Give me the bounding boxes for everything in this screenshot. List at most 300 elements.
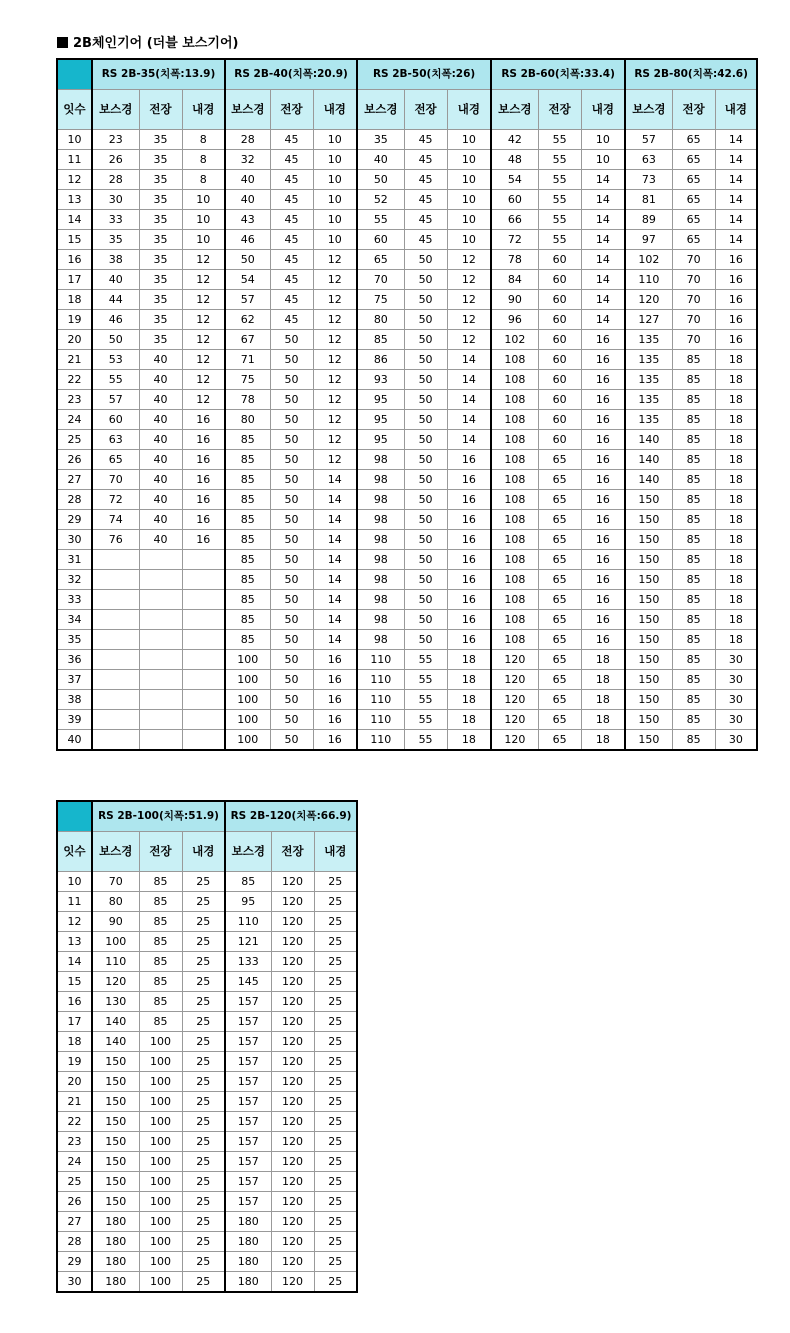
table-row — [57, 630, 757, 650]
value-cell: 150 — [92, 1172, 139, 1192]
value-cell: 12 — [182, 390, 225, 410]
value-cell: 120 — [271, 1092, 314, 1112]
table-row — [57, 1132, 357, 1152]
teeth-cell: 19 — [57, 1052, 92, 1072]
value-cell: 16 — [581, 450, 625, 470]
value-cell: 25 — [314, 1052, 357, 1072]
value-cell — [92, 590, 139, 610]
value-cell: 135 — [625, 350, 672, 370]
value-cell: 14 — [581, 250, 625, 270]
value-cell: 16 — [447, 630, 491, 650]
value-cell: 35 — [139, 310, 182, 330]
group-header: RS 2B-80(치폭:42.6) — [625, 59, 757, 90]
value-cell: 30 — [715, 690, 757, 710]
value-cell: 85 — [672, 730, 715, 751]
value-cell — [139, 670, 182, 690]
value-cell: 40 — [139, 450, 182, 470]
teeth-cell: 36 — [57, 650, 92, 670]
table-row — [57, 330, 757, 350]
value-cell: 150 — [92, 1132, 139, 1152]
value-cell: 16 — [182, 450, 225, 470]
value-cell: 50 — [404, 330, 447, 350]
value-cell: 10 — [447, 130, 491, 150]
value-cell: 25 — [314, 952, 357, 972]
value-cell: 23 — [92, 130, 139, 150]
value-cell: 120 — [271, 1172, 314, 1192]
value-cell: 16 — [581, 490, 625, 510]
value-cell: 14 — [313, 630, 357, 650]
value-cell: 10 — [182, 230, 225, 250]
value-cell: 157 — [225, 992, 271, 1012]
value-cell: 85 — [139, 892, 182, 912]
table-row — [57, 350, 757, 370]
value-cell: 18 — [715, 630, 757, 650]
value-cell: 65 — [538, 650, 581, 670]
value-cell: 108 — [491, 470, 538, 490]
value-cell: 14 — [313, 590, 357, 610]
value-cell: 55 — [404, 710, 447, 730]
value-cell: 180 — [225, 1252, 271, 1272]
value-cell: 25 — [182, 1072, 225, 1092]
table-row — [57, 1172, 357, 1192]
value-cell: 45 — [404, 190, 447, 210]
value-cell: 28 — [92, 170, 139, 190]
value-cell: 110 — [357, 650, 404, 670]
value-cell: 63 — [625, 150, 672, 170]
value-cell: 45 — [270, 190, 313, 210]
teeth-cell: 23 — [57, 390, 92, 410]
value-cell: 157 — [225, 1152, 271, 1172]
value-cell: 70 — [357, 270, 404, 290]
value-cell: 40 — [139, 370, 182, 390]
value-cell: 55 — [92, 370, 139, 390]
value-cell: 65 — [672, 130, 715, 150]
value-cell: 50 — [270, 710, 313, 730]
value-cell: 12 — [182, 270, 225, 290]
value-cell: 70 — [672, 290, 715, 310]
group-header-row — [57, 801, 357, 832]
value-cell: 30 — [715, 710, 757, 730]
value-cell: 55 — [404, 670, 447, 690]
teeth-cell: 18 — [57, 1032, 92, 1052]
value-cell: 100 — [139, 1192, 182, 1212]
value-cell: 16 — [581, 410, 625, 430]
teeth-cell: 33 — [57, 590, 92, 610]
value-cell: 85 — [672, 690, 715, 710]
value-cell: 85 — [225, 490, 270, 510]
value-cell: 140 — [92, 1012, 139, 1032]
value-cell: 46 — [92, 310, 139, 330]
value-cell: 10 — [447, 210, 491, 230]
bore-header: 내경 — [447, 90, 491, 130]
value-cell: 18 — [715, 470, 757, 490]
value-cell: 50 — [404, 530, 447, 550]
value-cell: 65 — [538, 710, 581, 730]
value-cell: 16 — [447, 470, 491, 490]
value-cell: 70 — [92, 872, 139, 892]
value-cell: 12 — [447, 250, 491, 270]
value-cell: 86 — [357, 350, 404, 370]
value-cell: 45 — [270, 230, 313, 250]
value-cell: 10 — [581, 130, 625, 150]
value-cell: 25 — [314, 1032, 357, 1052]
value-cell: 140 — [625, 450, 672, 470]
value-cell: 85 — [225, 550, 270, 570]
value-cell: 12 — [182, 290, 225, 310]
teeth-cell: 32 — [57, 570, 92, 590]
teeth-cell: 17 — [57, 270, 92, 290]
value-cell: 180 — [92, 1232, 139, 1252]
teeth-cell: 10 — [57, 872, 92, 892]
value-cell: 78 — [491, 250, 538, 270]
table-row — [57, 550, 757, 570]
value-cell: 120 — [271, 892, 314, 912]
value-cell: 120 — [271, 1232, 314, 1252]
value-cell: 12 — [447, 290, 491, 310]
teeth-header: 잇수 — [57, 832, 92, 872]
column-header-row — [57, 90, 757, 130]
table-row — [57, 1232, 357, 1252]
value-cell: 40 — [225, 190, 270, 210]
page-heading-text: 2B체인기어 (더블 보스기어) — [73, 36, 239, 51]
value-cell: 85 — [672, 710, 715, 730]
value-cell: 25 — [182, 1132, 225, 1152]
value-cell: 55 — [538, 130, 581, 150]
teeth-cell: 12 — [57, 170, 92, 190]
value-cell: 65 — [538, 590, 581, 610]
value-cell: 16 — [447, 490, 491, 510]
value-cell: 25 — [314, 1172, 357, 1192]
value-cell: 108 — [491, 530, 538, 550]
value-cell: 100 — [139, 1212, 182, 1232]
value-cell: 85 — [672, 650, 715, 670]
value-cell: 55 — [404, 650, 447, 670]
value-cell: 30 — [715, 650, 757, 670]
table-row — [57, 1052, 357, 1072]
value-cell: 65 — [538, 510, 581, 530]
value-cell: 50 — [270, 530, 313, 550]
value-cell: 85 — [672, 610, 715, 630]
value-cell: 25 — [182, 1152, 225, 1172]
group-header: RS 2B-50(치폭:26) — [357, 59, 491, 90]
value-cell: 63 — [92, 430, 139, 450]
value-cell: 95 — [357, 390, 404, 410]
value-cell: 50 — [404, 370, 447, 390]
value-cell — [92, 610, 139, 630]
value-cell: 40 — [139, 410, 182, 430]
value-cell: 50 — [404, 490, 447, 510]
value-cell: 25 — [182, 1172, 225, 1192]
teeth-cell: 29 — [57, 1252, 92, 1272]
value-cell: 84 — [491, 270, 538, 290]
value-cell: 108 — [491, 390, 538, 410]
value-cell: 14 — [715, 130, 757, 150]
value-cell: 16 — [581, 430, 625, 450]
value-cell: 50 — [92, 330, 139, 350]
value-cell: 14 — [581, 170, 625, 190]
value-cell — [92, 710, 139, 730]
table-row — [57, 530, 757, 550]
value-cell: 150 — [92, 1152, 139, 1172]
value-cell: 32 — [225, 150, 270, 170]
value-cell: 98 — [357, 490, 404, 510]
value-cell: 65 — [538, 690, 581, 710]
table-row — [57, 1072, 357, 1092]
teeth-cell: 20 — [57, 1072, 92, 1092]
value-cell: 98 — [357, 510, 404, 530]
value-cell: 10 — [581, 150, 625, 170]
value-cell: 100 — [92, 932, 139, 952]
value-cell: 150 — [625, 570, 672, 590]
value-cell: 14 — [447, 430, 491, 450]
value-cell — [139, 710, 182, 730]
value-cell: 120 — [271, 1192, 314, 1212]
table-row — [57, 510, 757, 530]
value-cell: 120 — [271, 1272, 314, 1293]
value-cell: 50 — [404, 430, 447, 450]
value-cell: 16 — [715, 310, 757, 330]
value-cell: 45 — [270, 310, 313, 330]
value-cell: 57 — [92, 390, 139, 410]
value-cell — [92, 570, 139, 590]
value-cell: 16 — [313, 670, 357, 690]
value-cell: 18 — [447, 730, 491, 751]
value-cell: 12 — [182, 310, 225, 330]
value-cell: 12 — [313, 330, 357, 350]
value-cell: 150 — [625, 670, 672, 690]
value-cell: 85 — [225, 610, 270, 630]
teeth-cell: 21 — [57, 1092, 92, 1112]
value-cell: 65 — [538, 610, 581, 630]
length-header: 전장 — [404, 90, 447, 130]
value-cell: 25 — [182, 892, 225, 912]
table-row — [57, 490, 757, 510]
value-cell: 72 — [92, 490, 139, 510]
value-cell: 140 — [625, 430, 672, 450]
value-cell: 85 — [672, 470, 715, 490]
value-cell: 45 — [270, 250, 313, 270]
value-cell: 14 — [313, 570, 357, 590]
value-cell: 25 — [314, 1112, 357, 1132]
value-cell: 16 — [447, 610, 491, 630]
table-row — [57, 610, 757, 630]
value-cell: 10 — [182, 190, 225, 210]
value-cell: 55 — [357, 210, 404, 230]
value-cell — [182, 710, 225, 730]
table-row — [57, 1192, 357, 1212]
value-cell: 157 — [225, 1092, 271, 1112]
value-cell: 150 — [625, 690, 672, 710]
value-cell: 18 — [715, 550, 757, 570]
value-cell: 10 — [313, 150, 357, 170]
value-cell: 12 — [313, 430, 357, 450]
value-cell — [139, 590, 182, 610]
value-cell: 40 — [139, 390, 182, 410]
value-cell: 16 — [715, 270, 757, 290]
value-cell: 85 — [672, 670, 715, 690]
value-cell: 180 — [225, 1212, 271, 1232]
value-cell: 120 — [271, 952, 314, 972]
value-cell: 18 — [447, 710, 491, 730]
value-cell: 108 — [491, 510, 538, 530]
value-cell: 40 — [139, 470, 182, 490]
length-header: 전장 — [270, 90, 313, 130]
value-cell: 25 — [182, 912, 225, 932]
value-cell: 16 — [581, 550, 625, 570]
value-cell: 180 — [225, 1232, 271, 1252]
value-cell: 48 — [491, 150, 538, 170]
value-cell: 25 — [314, 1012, 357, 1032]
column-header-row — [57, 832, 357, 872]
value-cell: 95 — [357, 410, 404, 430]
value-cell: 25 — [182, 1192, 225, 1212]
table-row — [57, 150, 757, 170]
value-cell: 120 — [271, 1212, 314, 1232]
value-cell: 25 — [314, 872, 357, 892]
value-cell: 14 — [715, 210, 757, 230]
value-cell: 14 — [313, 530, 357, 550]
value-cell: 97 — [625, 230, 672, 250]
value-cell: 50 — [404, 570, 447, 590]
length-header: 전장 — [139, 832, 182, 872]
value-cell: 50 — [270, 350, 313, 370]
value-cell: 53 — [92, 350, 139, 370]
value-cell: 40 — [139, 510, 182, 530]
value-cell: 120 — [271, 932, 314, 952]
table-row — [57, 290, 757, 310]
teeth-cell: 18 — [57, 290, 92, 310]
value-cell: 100 — [225, 650, 270, 670]
value-cell: 70 — [672, 270, 715, 290]
value-cell: 18 — [715, 450, 757, 470]
boss-header: 보스경 — [625, 90, 672, 130]
value-cell: 18 — [715, 530, 757, 550]
table-row — [57, 1252, 357, 1272]
value-cell: 16 — [447, 450, 491, 470]
value-cell: 14 — [447, 350, 491, 370]
value-cell: 35 — [139, 190, 182, 210]
value-cell: 72 — [491, 230, 538, 250]
value-cell: 10 — [447, 190, 491, 210]
value-cell: 100 — [139, 1172, 182, 1192]
teeth-cell: 12 — [57, 912, 92, 932]
value-cell: 25 — [182, 1052, 225, 1072]
table-row — [57, 170, 757, 190]
value-cell: 85 — [672, 530, 715, 550]
value-cell — [139, 730, 182, 751]
value-cell: 52 — [357, 190, 404, 210]
value-cell: 65 — [672, 150, 715, 170]
value-cell — [92, 630, 139, 650]
value-cell: 100 — [139, 1252, 182, 1272]
value-cell: 73 — [625, 170, 672, 190]
value-cell: 108 — [491, 550, 538, 570]
value-cell: 25 — [182, 1032, 225, 1052]
value-cell: 16 — [182, 490, 225, 510]
value-cell: 65 — [672, 210, 715, 230]
value-cell: 120 — [271, 992, 314, 1012]
table-row — [57, 210, 757, 230]
table-row — [57, 932, 357, 952]
value-cell: 14 — [715, 170, 757, 190]
value-cell: 100 — [225, 690, 270, 710]
value-cell: 30 — [92, 190, 139, 210]
teeth-cell: 27 — [57, 1212, 92, 1232]
group-header-row — [57, 59, 757, 90]
value-cell: 85 — [139, 872, 182, 892]
value-cell: 25 — [314, 892, 357, 912]
value-cell: 150 — [92, 1112, 139, 1132]
value-cell: 38 — [92, 250, 139, 270]
value-cell: 18 — [715, 510, 757, 530]
value-cell — [139, 690, 182, 710]
value-cell: 25 — [314, 1232, 357, 1252]
value-cell: 108 — [491, 590, 538, 610]
value-cell: 50 — [270, 330, 313, 350]
value-cell: 150 — [92, 1092, 139, 1112]
value-cell: 100 — [139, 1072, 182, 1092]
value-cell: 50 — [270, 410, 313, 430]
teeth-cell: 14 — [57, 210, 92, 230]
value-cell — [182, 670, 225, 690]
value-cell: 55 — [538, 170, 581, 190]
value-cell: 33 — [92, 210, 139, 230]
value-cell: 35 — [357, 130, 404, 150]
value-cell: 85 — [672, 350, 715, 370]
value-cell: 65 — [538, 630, 581, 650]
value-cell — [92, 730, 139, 751]
value-cell: 60 — [538, 410, 581, 430]
value-cell: 16 — [581, 570, 625, 590]
teeth-cell: 37 — [57, 670, 92, 690]
table-row — [57, 650, 757, 670]
value-cell: 25 — [182, 872, 225, 892]
value-cell — [92, 550, 139, 570]
value-cell: 43 — [225, 210, 270, 230]
value-cell — [182, 550, 225, 570]
value-cell: 25 — [182, 1012, 225, 1032]
value-cell: 25 — [182, 1252, 225, 1272]
value-cell: 55 — [538, 210, 581, 230]
value-cell: 150 — [92, 1052, 139, 1072]
value-cell: 50 — [404, 310, 447, 330]
group-header: RS 2B-60(치폭:33.4) — [491, 59, 625, 90]
value-cell: 16 — [581, 510, 625, 530]
value-cell: 25 — [314, 1132, 357, 1152]
value-cell: 100 — [139, 1092, 182, 1112]
value-cell: 85 — [672, 450, 715, 470]
value-cell: 100 — [139, 1152, 182, 1172]
value-cell: 35 — [139, 270, 182, 290]
value-cell — [182, 690, 225, 710]
value-cell: 12 — [313, 410, 357, 430]
value-cell — [182, 570, 225, 590]
value-cell: 35 — [139, 250, 182, 270]
value-cell: 70 — [672, 310, 715, 330]
value-cell: 35 — [139, 150, 182, 170]
value-cell: 16 — [581, 630, 625, 650]
value-cell: 150 — [625, 630, 672, 650]
value-cell: 25 — [182, 1272, 225, 1293]
value-cell: 50 — [270, 510, 313, 530]
value-cell: 133 — [225, 952, 271, 972]
value-cell: 120 — [491, 670, 538, 690]
value-cell: 16 — [182, 510, 225, 530]
spec-table-2 — [56, 800, 358, 1293]
table-row — [57, 250, 757, 270]
value-cell: 50 — [270, 730, 313, 751]
value-cell: 150 — [625, 730, 672, 751]
